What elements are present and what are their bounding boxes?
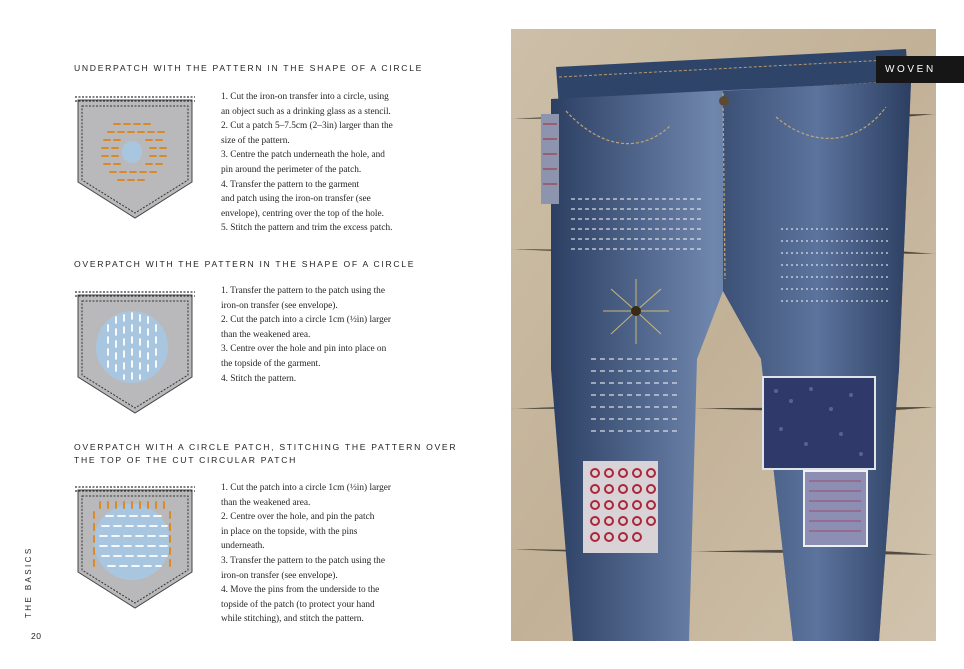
step-line: iron-on transfer (see envelope). [221, 570, 338, 581]
section-heading [74, 441, 457, 467]
overpatch-steps [221, 284, 431, 386]
step-line: 4. Move the pins from the underside to the [221, 585, 380, 596]
step-line: 2. Cut a patch 5–7.5cm (2–3in) larger than the [221, 121, 393, 132]
page-number: 20 [31, 631, 42, 641]
step-line: underneath. [221, 541, 265, 552]
step-line: 1. Cut the iron-on transfer into a circle, using [221, 92, 389, 102]
step-line: iron-on transfer (see envelope). [221, 300, 338, 311]
step-line: than the weakened area. [221, 497, 311, 508]
step-line: 1. Transfer the pattern to the patch using the [221, 286, 385, 296]
step-line: 4. Stitch the pattern. [221, 373, 297, 384]
step-line: 4. Transfer the pattern to the garment [221, 179, 360, 190]
section-heading: UNDERPATCH WITH THE PATTERN IN THE SHAPE OF A CIRCLE [74, 63, 424, 73]
chapter-side-label: THE BASICS [24, 546, 33, 618]
step-line: 5. Stitch the pattern and trim the excess patch. [221, 223, 393, 234]
section-heading-line: OVERPATCH WITH A CIRCLE PATCH, STITCHING THE PATTERN OVER [74, 442, 458, 452]
step-line: an object such as a drinking glass as a stencil. [221, 106, 391, 117]
step-line: than the weakened area. [221, 329, 311, 340]
step-line: 2. Centre over the hole, and pin the patch [221, 512, 375, 523]
circle-patch-steps [221, 481, 431, 627]
section-heading: OVERPATCH WITH THE PATTERN IN THE SHAPE OF A CIRCLE [74, 259, 416, 269]
category-tab: WOVEN [876, 56, 964, 83]
step-line: 3. Centre the patch underneath the hole, and [221, 150, 385, 161]
step-line: the topside of the garment. [221, 358, 321, 369]
step-line: and patch using the iron-on transfer (see [221, 194, 371, 205]
step-line: pin around the perimeter of the patch. [221, 164, 362, 175]
overpatch-pocket-illustration [72, 289, 197, 414]
step-line: while stitching), and stitch the pattern. [221, 614, 364, 625]
step-line: 3. Transfer the pattern to the patch using the [221, 555, 385, 566]
step-line: topside of the patch (to protect your hand [221, 599, 375, 610]
circle-patch-pocket-illustration [72, 484, 197, 609]
step-line: envelope), centring over the top of the hole. [221, 208, 384, 219]
underpatch-pocket-illustration [72, 94, 197, 219]
mended-jeans-photo [511, 29, 936, 641]
step-line: 3. Centre over the hole and pin into place on [221, 344, 387, 355]
step-line: in place on the topside, with the pins [221, 526, 358, 537]
section-heading-line: THE TOP OF THE CUT CIRCULAR PATCH [74, 455, 298, 465]
underpatch-steps [221, 90, 431, 236]
step-line: size of the pattern. [221, 135, 290, 146]
step-line: 2. Cut the patch into a circle 1cm (½in) larger [221, 315, 391, 326]
step-line: 1. Cut the patch into a circle 1cm (½in) larger [221, 483, 391, 493]
